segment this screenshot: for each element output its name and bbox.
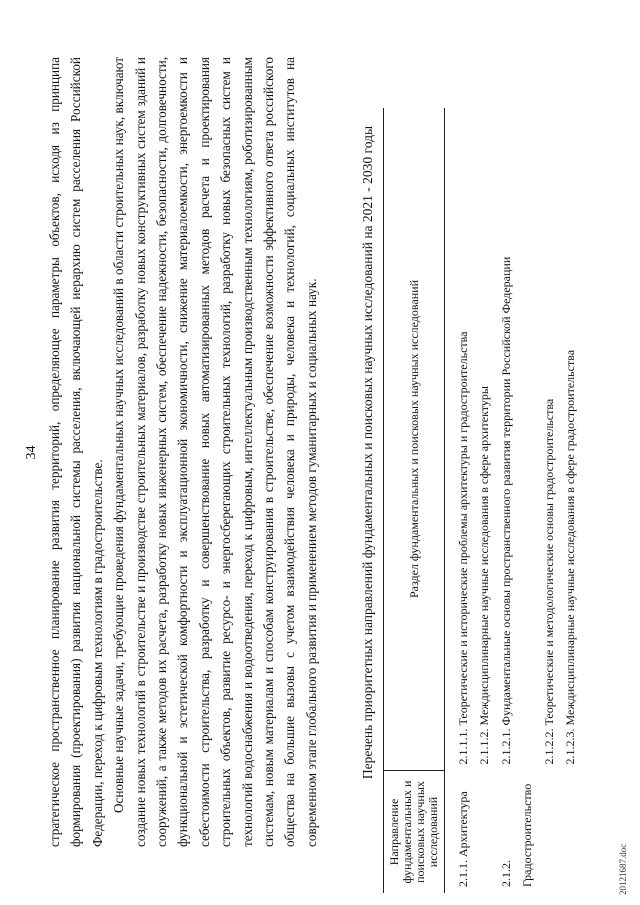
section-cell: 2.1.1.1. Теоретические и исторические проблемы архитектуры и градостроительства [456, 331, 470, 765]
table-row [445, 108, 475, 893]
document-file-code: 20121687.doc [618, 843, 628, 895]
direction-cell [474, 771, 495, 894]
paragraph: стратегическое пространственное планирование развития территорий, определяющее параметры объектов, исходя из принципа формирования (проектирования) развития национальной системы расселения, включающей иерархию систем расселения Российской Федерации, переход к цифровым технологиям в градостроительстве. [47, 57, 105, 847]
priority-directions-table [383, 108, 581, 893]
body-text [44, 57, 322, 847]
section-cell: 2.1.2.1. Фундаментальные основы пространственного развития территории Российской Федерации [498, 256, 513, 765]
direction-cell [560, 771, 581, 894]
page-number: 34 [24, 445, 39, 460]
column-header-direction: Направление фундаментальных и поисковых научных исследований [384, 771, 445, 894]
column-header-section: Раздел фундаментальных и поисковых научных исследований [384, 108, 445, 771]
direction-cell [539, 771, 560, 894]
table-row [496, 108, 539, 893]
paragraph: Основные научные задачи, требующие проведения фундаментальных научных исследований в области строительных наук, включают создание новых технологий в строительстве и производстве строительных материалов, разработку новых конструктивных систем зданий и сооружений, а также методов их расчета, разработку новых инженерных систем, обеспечение надежности, безопасности, долговечности, функциональной и эстетической комфортности и эксплуатационной экономичности, снижение материалоемкости, энергоемкости и себестоимости строительства, разработку и совершенствование новых автоматизированных методов расчета и проектирования строительных объектов, развитие ресурсо- и энергосберегающих строительных технологий, разработку новых безопасных систем и технологий водоснабжения и водоотведения, переход к цифровым, интеллектуальным производственным технологиям, роботизированным системам, новым материалам и способам конструирования в строительстве, обеспечение возможности эффективного ответа российского общества на большие вызовы с учетом взаимодействия человека и природы, человека и технологий, социальных институтов на современном этапе глобального развития и применением методов гуманитарных и социальных наук. [111, 57, 319, 847]
table-row [539, 108, 560, 893]
section-cell: 2.1.2.3. Междисциплинарные научные исследования в сфере градостроительства [563, 349, 578, 765]
direction-cell: 2.1.2. Градостроительство [498, 783, 535, 887]
table-caption: Перечень приоритетных направлений фундаментальных и поисковых научных исследований на 2021 - 2030 годы [360, 125, 375, 780]
table-row [474, 108, 495, 893]
table-header-row [384, 108, 445, 893]
direction-cell: 2.1.1. Архитектура [456, 791, 470, 887]
table-row [560, 108, 581, 893]
section-cell: 2.1.2.2. Теоретические и методологические основы градостроительства [541, 398, 556, 765]
section-cell: 2.1.1.2. Междисциплинарные научные исследования в сфере архитектуры [477, 386, 492, 765]
